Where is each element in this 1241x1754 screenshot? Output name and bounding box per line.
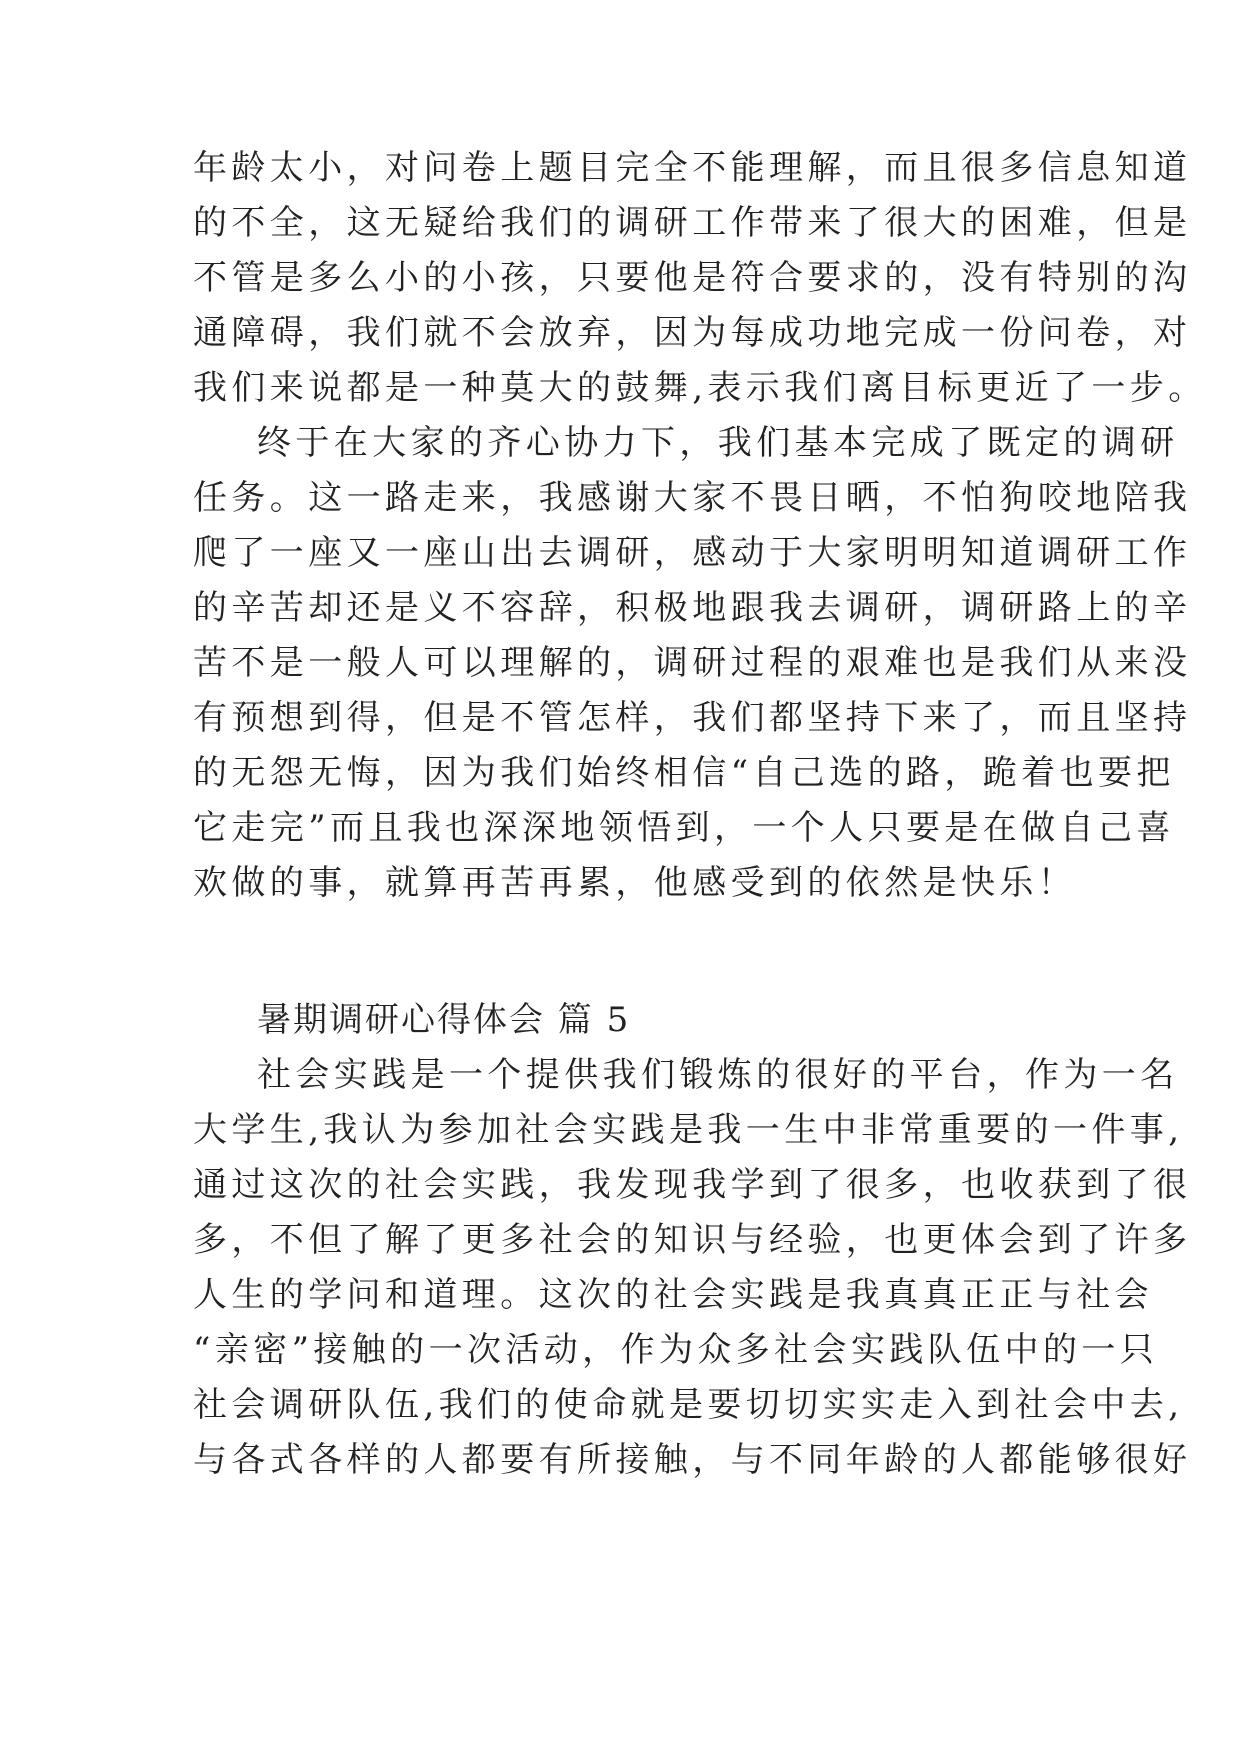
paragraph-line: 与各式各样的人都要有所接触，与不同年龄的人都能够很好 bbox=[193, 1440, 1192, 1480]
section-heading: 暑期调研心得体会 篇 5 bbox=[257, 1000, 631, 1040]
paragraph-line: 通过这次的社会实践，我发现我学到了很多，也收获到了很 bbox=[193, 1165, 1192, 1205]
paragraph-line: 爬了一座又一座山出去调研，感动于大家明明知道调研工作 bbox=[193, 533, 1192, 573]
paragraph-line: 有预想到得，但是不管怎样，我们都坚持下来了，而且坚持 bbox=[193, 698, 1192, 738]
paragraph-line: 终于在大家的齐心协力下，我们基本完成了既定的调研 bbox=[257, 423, 1179, 463]
paragraph-line: 的无怨无悔，因为我们始终相信“自己选的路，跪着也要把 bbox=[193, 753, 1175, 793]
paragraph-line: 社会调研队伍,我们的使命就是要切切实实走入到社会中去, bbox=[193, 1385, 1184, 1425]
paragraph-line: 不管是多么小的小孩，只要他是符合要求的，没有特别的沟 bbox=[193, 258, 1192, 298]
paragraph-line: “亲密”接触的一次活动，作为众多社会实践队伍中的一只 bbox=[193, 1330, 1159, 1370]
paragraph-line: 人生的学问和道理。这次的社会实践是我真真正正与社会 bbox=[193, 1275, 1153, 1315]
paragraph-line: 年龄太小，对问卷上题目完全不能理解，而且很多信息知道 bbox=[193, 148, 1192, 188]
paragraph-line: 的辛苦却还是义不容辞，积极地跟我去调研，调研路上的辛 bbox=[193, 588, 1192, 628]
paragraph-line: 欢做的事，就算再苦再累，他感受到的依然是快乐！ bbox=[193, 863, 1077, 903]
paragraph-line: 任务。这一路走来，我感谢大家不畏日晒，不怕狗咬地陪我 bbox=[193, 478, 1192, 518]
paragraph-line: 苦不是一般人可以理解的，调研过程的艰难也是我们从来没 bbox=[193, 643, 1192, 683]
paragraph-line: 多，不但了解了更多社会的知识与经验，也更体会到了许多 bbox=[193, 1220, 1192, 1260]
paragraph-line: 通障碍，我们就不会放弃，因为每成功地完成一份问卷，对 bbox=[193, 313, 1192, 353]
paragraph-line: 它走完”而且我也深深地领悟到，一个人只要是在做自己喜 bbox=[193, 808, 1175, 848]
paragraph-line: 我们来说都是一种莫大的鼓舞,表示我们离目标更近了一步。 bbox=[193, 368, 1207, 408]
paragraph-line: 大学生,我认为参加社会实践是我一生中非常重要的一件事, bbox=[193, 1110, 1184, 1150]
paragraph-line: 的不全，这无疑给我们的调研工作带来了很大的困难，但是 bbox=[193, 203, 1192, 243]
paragraph-line: 社会实践是一个提供我们锻炼的很好的平台，作为一名 bbox=[257, 1055, 1179, 1095]
